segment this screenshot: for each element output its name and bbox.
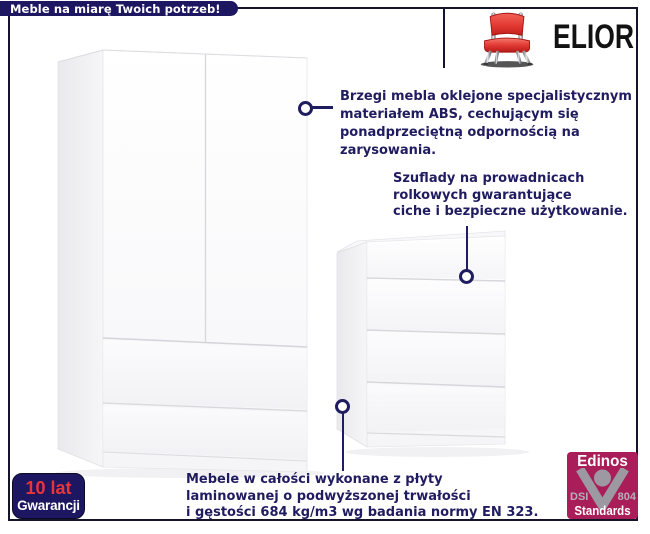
standards-label: Standards	[574, 504, 631, 518]
note-line: materiałem ABS, cechującym się	[340, 107, 579, 122]
wardrobe-graphic	[55, 50, 325, 478]
brand-name: ELIOR	[553, 18, 635, 56]
note-abs-edges	[340, 88, 632, 160]
dresser-graphic	[337, 231, 529, 457]
note-line: ponadprzeciętną odpornością na	[340, 125, 580, 140]
note-line: laminowanej o podwyższonej trwałości	[186, 488, 471, 504]
warranty-label: Gwarancji	[17, 498, 80, 513]
callout-line-drawer-runners	[466, 226, 469, 270]
callout-line-laminated-board	[342, 413, 345, 471]
note-line: ciche i bezpieczne użytkowanie.	[393, 204, 628, 219]
standards-804: 804	[617, 491, 636, 503]
callout-dot-abs-edges	[298, 101, 313, 116]
note-line: Mebele w całości wykonane z płyty	[186, 472, 443, 487]
warranty-years: 10 lat	[25, 478, 72, 498]
note-drawer-runners	[393, 171, 628, 221]
standards-badge	[567, 452, 638, 519]
callout-dot-drawer-runners	[459, 269, 474, 284]
standards-dsi: DSI	[570, 491, 589, 503]
red-chair-icon	[477, 9, 539, 69]
tagline-banner	[0, 1, 238, 16]
callout-dot-laminated-board	[335, 399, 350, 414]
note-line: rolkowych gwarantujące	[393, 187, 572, 203]
note-line: zarysowania.	[340, 143, 437, 158]
note-line: Brzegi mebla oklejone specjalistycznym	[340, 89, 632, 104]
callout-line-abs-edges	[312, 106, 333, 109]
standards-brand: Edinos	[577, 453, 628, 470]
note-line: Szuflady na prowadnicach	[393, 171, 585, 186]
note-laminated-board	[186, 472, 538, 522]
note-line: i gęstości 684 kg/m3 wg badania normy EN 323.	[186, 505, 539, 520]
tagline-text: Meble na miarę Twoich potrzeb!	[10, 1, 221, 16]
warranty-badge	[12, 473, 85, 519]
